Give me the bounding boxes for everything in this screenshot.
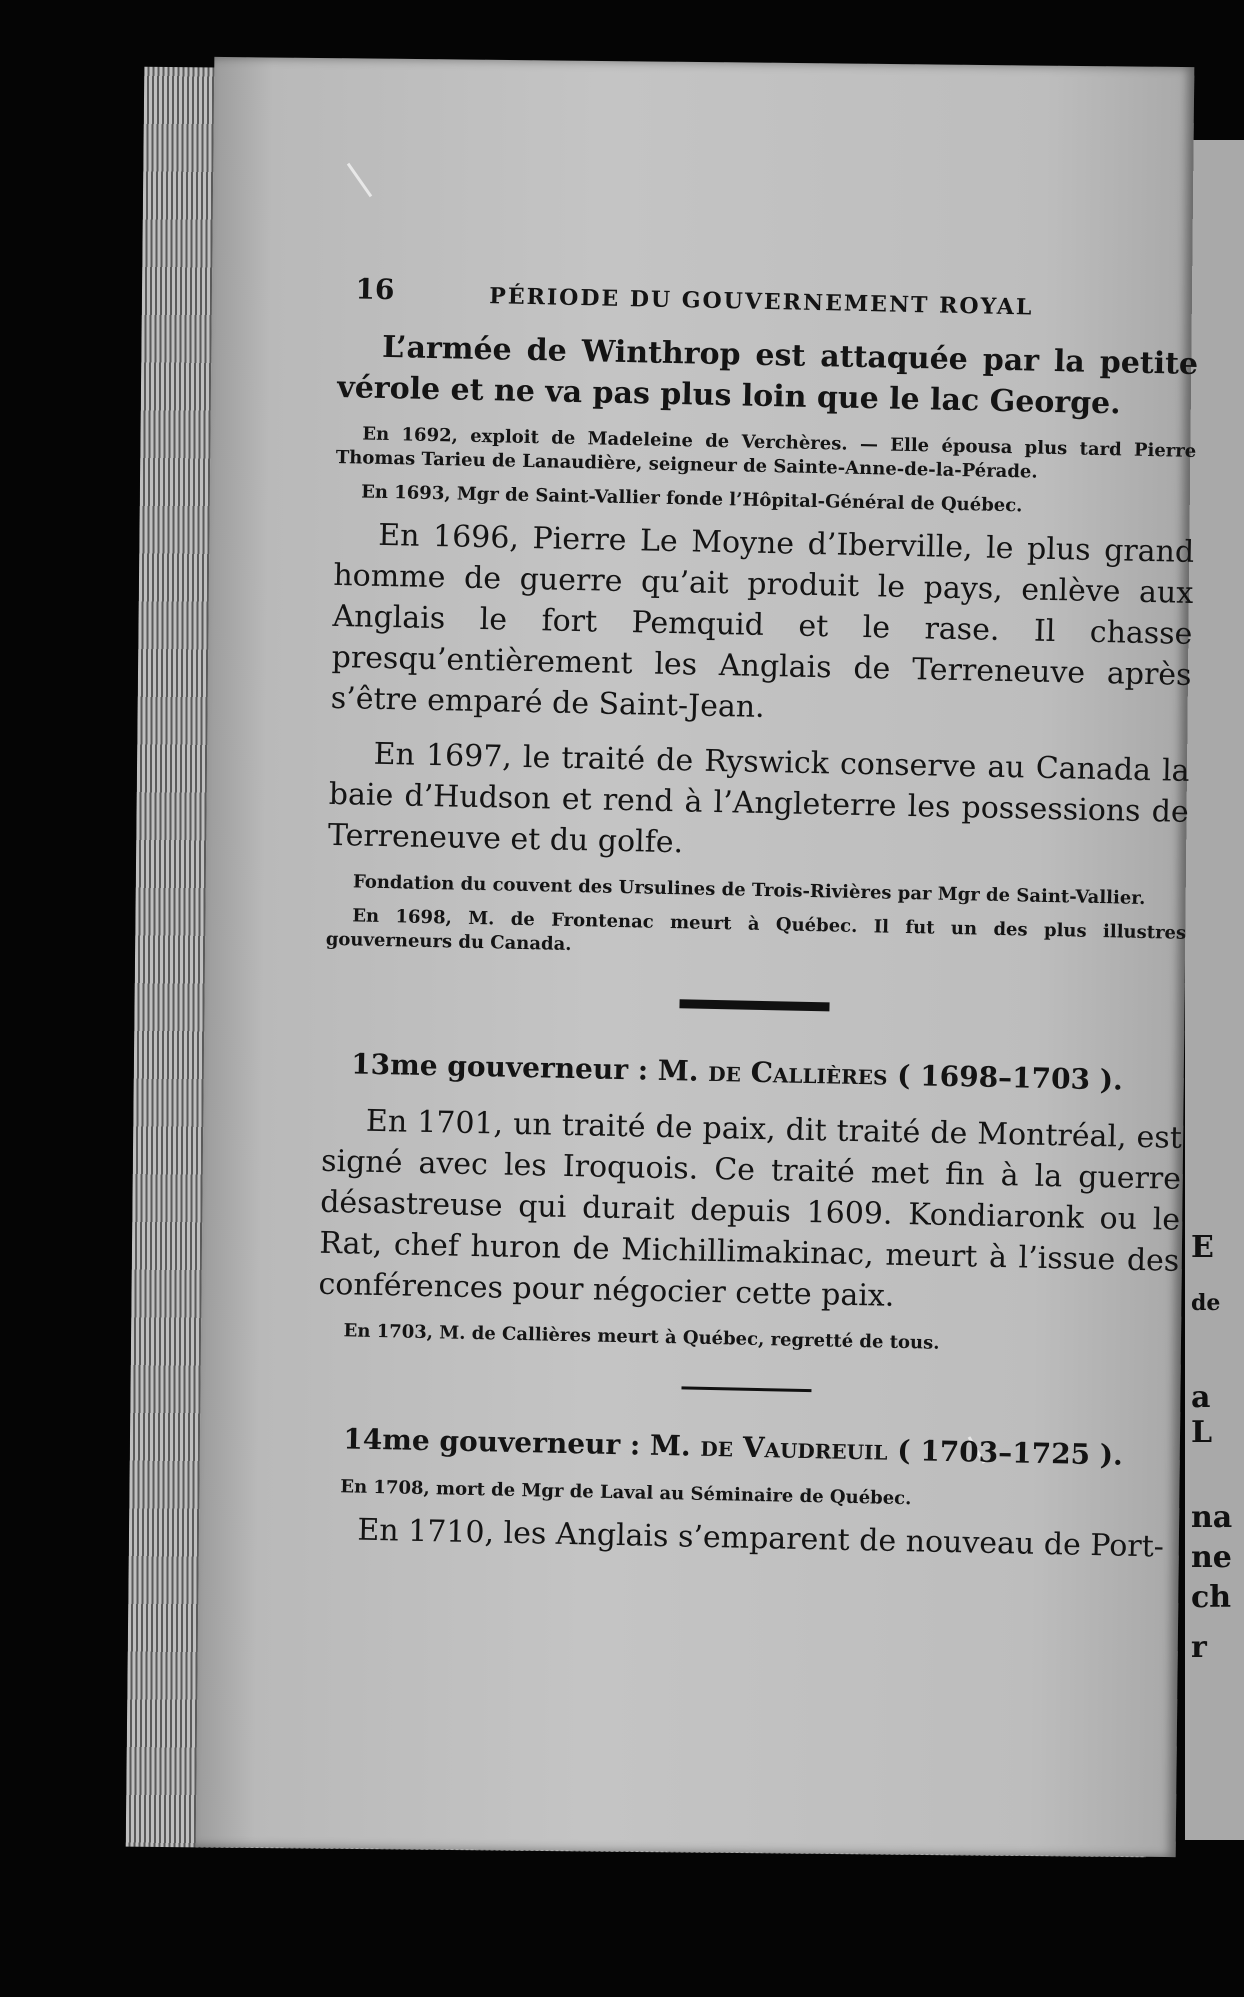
governor-title: M. [657,1053,699,1088]
note-ursulines: Fondation du couvent des Ursulines de Trois-Rivières par Mgr de Saint-Vallier. [352,871,1146,910]
note-laval: En 1708, mort de Mgr de Laval au Séminaire de Québec. [340,1476,912,1510]
next-page-fragment: r [1191,1630,1207,1665]
note-vercheres: En 1692, exploit de Madeleine de Verchères. — Elle épousa plus tard Pierre Thomas Tarieu de Lanaudière, seigneur de Sainte-Anne-de-la-Pérade. [335,423,1197,483]
governor-heading-14 [315,1422,1176,1473]
section-divider [681,1386,811,1392]
governor-dates: ( 1698–1703 ). [896,1058,1124,1097]
section-divider [679,999,829,1011]
note-callieres: En 1703, M. de Callières meurt à Québec, regretté de tous. [343,1320,940,1354]
governor-heading-13 [323,1047,1184,1098]
governor-name: de Vaudreuil [700,1429,888,1467]
paragraph-winthrop: L’armée de Winthrop est attaquée par la petite vérole et ne va pas plus loin que le lac George. [337,329,1199,422]
next-page-fragment: L [1191,1415,1213,1450]
page-header: PÉRIODE DU GOUVERNEMENT ROYAL [489,283,1034,321]
governor-name: de Callières [708,1054,888,1092]
paragraph-traite-montreal: En 1701, un traité de paix, dit traité de Montréal, est signé avec les Iroquois. Ce traité met fin à la guerre désastreuse qui durait depuis 1609. Kondiaronk ou le Rat, chef huron de Michillimakinac, meurt à l’issue des conférences pour négocier cette paix. [318,1103,1183,1314]
paragraph-iberville: En 1696, Pierre Le Moyne d’Iberville, le plus grand homme de guerre qu’ait produit le pays, enlève aux Anglais le fort Pemquid et le rase. Il chasse presqu’entièrement les Anglais de Terreneuve après s’être emparé de Saint-Jean. [330,517,1195,725]
next-page-fragment: a [1191,1380,1211,1415]
page-number: 16 [355,272,395,307]
paragraph-port-royal: En 1710, les Anglais s’emparent de nouveau de Port- [357,1512,1165,1565]
governor-dates: ( 1703–1725 ). [896,1433,1124,1472]
note-hopital-general: En 1693, Mgr de Saint-Vallier fonde l’Hôpital-Général de Québec. [360,481,1023,517]
next-page-fragment: na [1191,1500,1233,1535]
governor-number: 13me gouverneur : [350,1047,649,1087]
next-page-fragment: ch [1191,1580,1232,1615]
page-content [309,262,1200,1750]
next-page-fragment: E [1191,1230,1214,1265]
next-page-fragment: de [1191,1290,1221,1316]
governor-title: M. [649,1428,692,1463]
governor-number: 14me gouverneur : [343,1422,641,1462]
next-page-fragment: ne [1191,1540,1232,1575]
paragraph-ryswick: En 1697, le traité de Ryswick conserve au Canada la baie d’Hudson et rend à l’Angleterre les possessions de Terreneuve et du golfe. [327,736,1190,861]
note-frontenac: En 1698, M. de Frontenac meurt à Québec. Il fut un des plus illustres gouverneurs du Canada. [325,905,1187,955]
